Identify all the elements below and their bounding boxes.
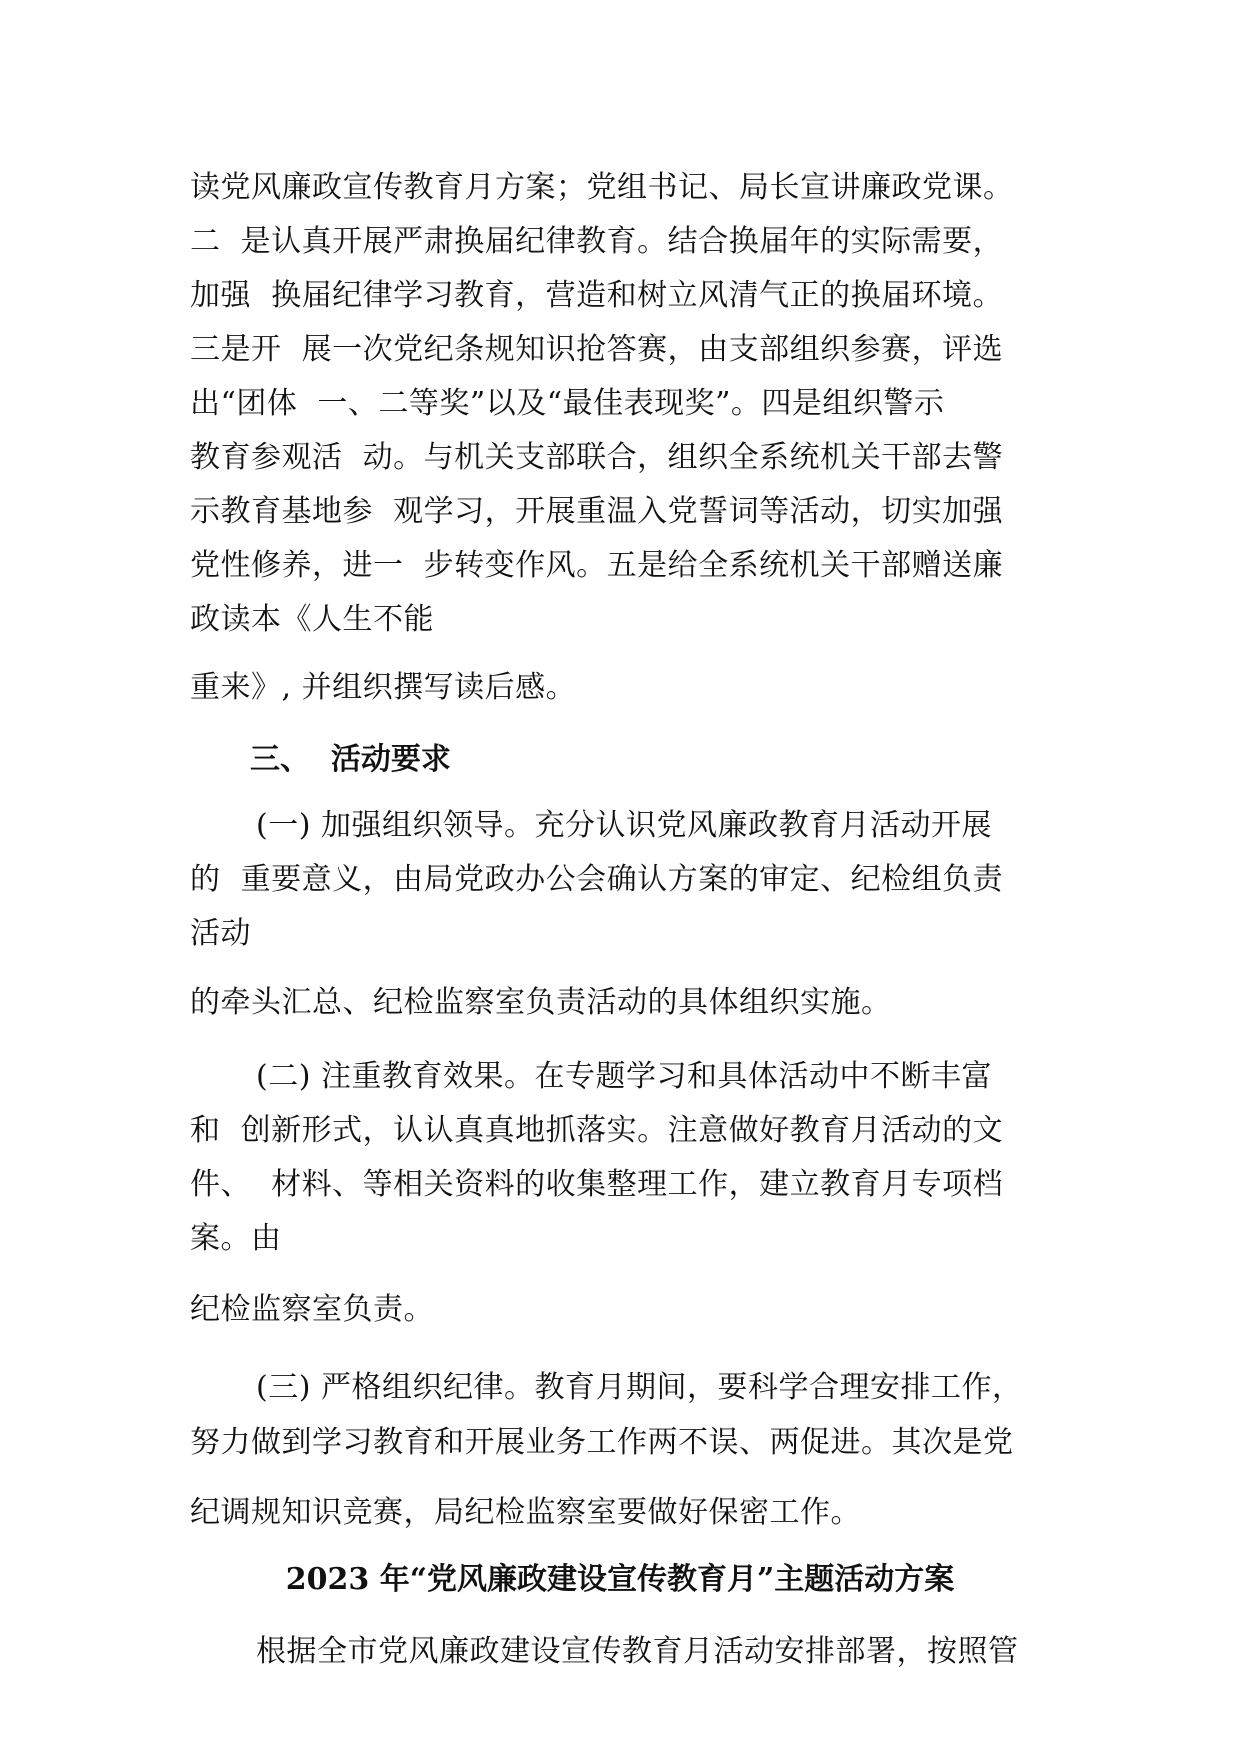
body-line: 示教育基地参 观学习，开展重温入党誓词等活动，切实加强 <box>190 494 1004 529</box>
item-line: 努力做到学习教育和开展业务工作两不误、两促进。其次是党 <box>190 1425 1014 1460</box>
body-line: 重来》, 并组织撰写读后感。 <box>190 670 577 705</box>
item-line: 件、 材料、等相关资料的收集整理工作，建立教育月专项档 <box>190 1167 1004 1202</box>
body-line: 加强 换届纪律学习教育，营造和树立风清气正的换届环境。 <box>190 278 1004 313</box>
document-title: 2023 年“党风廉政建设宣传教育月”主题活动方案 <box>285 1562 955 1597</box>
item-line: 和 创新形式，认认真真地抓落实。注意做好教育月活动的文 <box>190 1113 1004 1148</box>
item-line: 纪调规知识竞赛，局纪检监察室要做好保密工作。 <box>190 1495 861 1530</box>
body-line: 出“团体 一、二等奖”以及“最佳表现奖”。四是组织警示 <box>190 386 945 421</box>
body-line: 二 是认真开展严肃换届纪律教育。结合换届年的实际需要， <box>190 224 1004 259</box>
item-line: 纪检监察室负责。 <box>190 1292 434 1327</box>
body-line: 读党风廉政宣传教育月方案；党组书记、局长宣讲廉政党课。 <box>190 170 1014 205</box>
item-line: (一) 加强组织领导。充分认识党风廉政教育月活动开展 <box>256 808 992 843</box>
item-line: (三) 严格组织纪律。教育月期间，要科学合理安排工作， <box>256 1370 1023 1405</box>
body-line: 根据全市党风廉政建设宣传教育月活动安排部署，按照管 <box>256 1634 1019 1669</box>
body-line: 政读本《人生不能 <box>190 602 434 637</box>
body-line: 教育参观活 动。与机关支部联合，组织全系统机关干部去警 <box>190 440 1004 475</box>
item-line: 的牵头汇总、纪检监察室负责活动的具体组织实施。 <box>190 985 892 1020</box>
item-line: 案。由 <box>190 1221 282 1256</box>
body-line: 党性修养，进一 步转变作风。五是给全系统机关干部赠送廉 <box>190 548 1004 583</box>
item-line: 活动 <box>190 916 251 951</box>
item-line: 的 重要意义，由局党政办公会确认方案的审定、纪检组负责 <box>190 862 1004 897</box>
item-line: (二) 注重教育效果。在专题学习和具体活动中不断丰富 <box>256 1059 992 1094</box>
body-line: 三是开 展一次党纪条规知识抢答赛，由支部组织参赛，评选 <box>190 332 1004 367</box>
section-heading: 三、 活动要求 <box>250 742 451 777</box>
